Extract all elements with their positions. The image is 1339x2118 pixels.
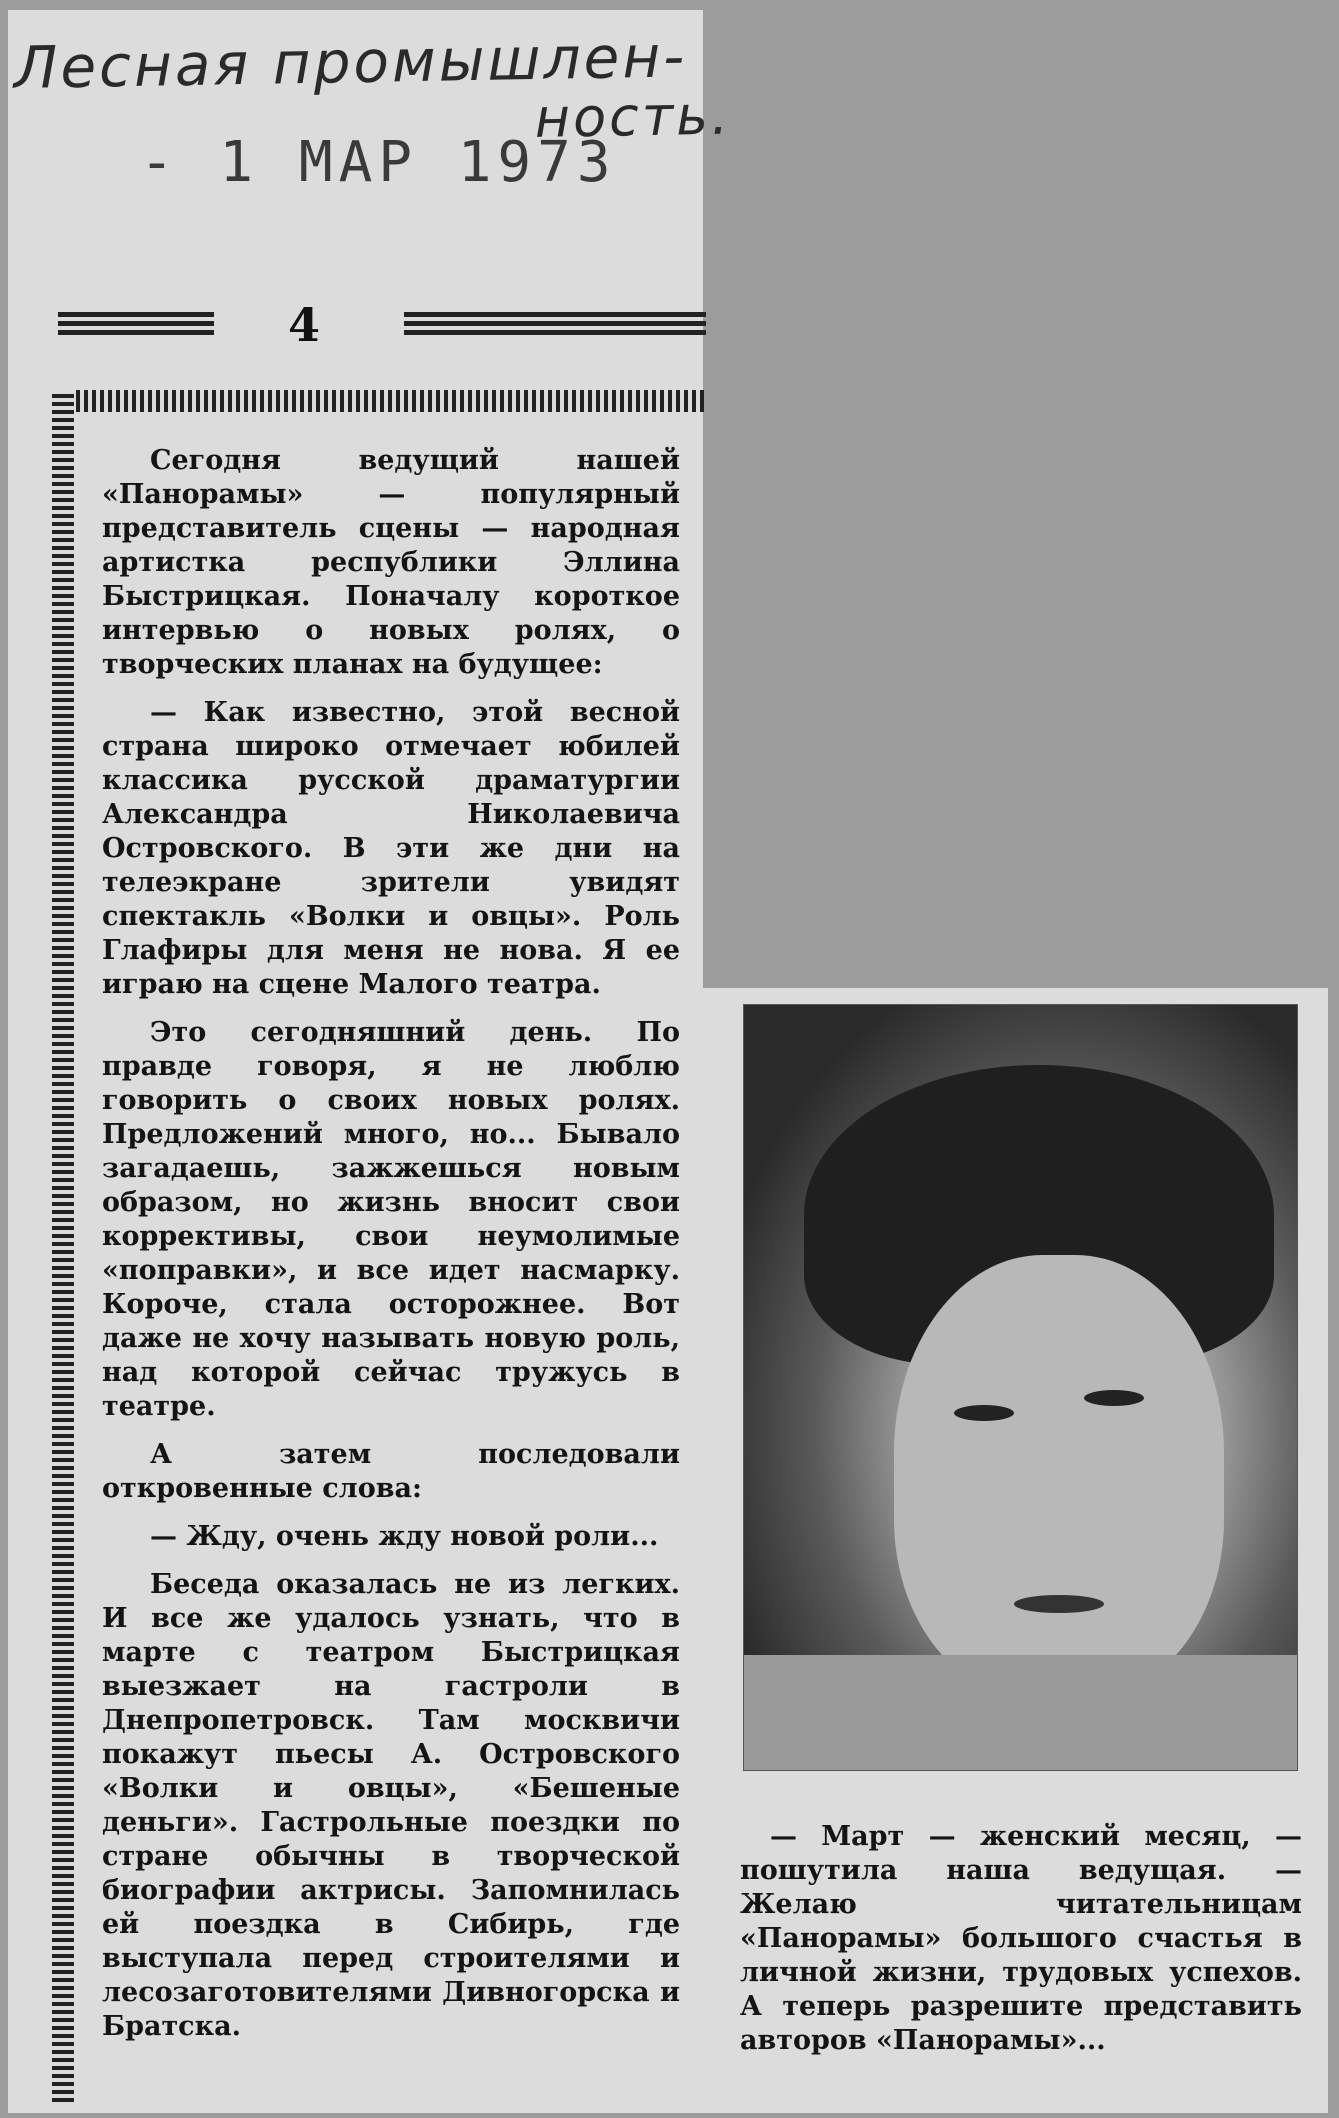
photo-lips-shape: [1014, 1595, 1104, 1613]
handwritten-line-1: Лесная промышлен-: [13, 22, 688, 103]
article-paragraph: А затем последовали откровенные слова:: [102, 1439, 680, 1504]
article-paragraph: — Жду, очень жду новой роли...: [150, 1521, 659, 1552]
photo-eye-shape: [1084, 1390, 1144, 1406]
portrait-photo: [743, 1004, 1298, 1771]
article-paragraph: Это сегодняшний день. По правде говоря, я не люблю говорить о своих новых ролях. Предложений много, но... Бывало загадаешь, зажжешься новым образом, но жизнь вносит свои коррективы, свои неумолимые «поправки», и все идет насмарку. Короче, стала осторожнее. Вот даже не хочу называть новую роль, над которой сейчас тружусь в театре.: [102, 1017, 680, 1422]
photo-face-shape: [894, 1255, 1224, 1695]
handwritten-source-note: [13, 22, 732, 150]
article-paragraph: — Как известно, этой весной страна широко отмечает юбилей классика русской драматургии Александра Николаевича Островского. В эти же дни на телеэкране зрители увидят спектакль «Волки и овцы». Роль Глафиры для меня не нова. Я ее играю на сцене Малого театра.: [102, 697, 680, 1000]
article-body: [102, 444, 680, 2058]
hatched-border-top: [52, 390, 704, 412]
hatched-border-left: [52, 390, 74, 2102]
handwritten-line-2: ность.: [534, 83, 732, 150]
photo-eye-shape: [954, 1405, 1014, 1421]
photo-collar-shape: [744, 1655, 1297, 1771]
article-paragraph: Сегодня ведущий нашей «Панорамы» — популярный представитель сцены — народная артистка республики Эллина Быстрицкая. Поначалу короткое интервью о новых ролях, о творческих планах на будущее:: [102, 445, 680, 680]
decorative-rule-left: [58, 312, 214, 338]
photo-caption: [740, 1820, 1302, 2058]
page-number: 4: [288, 298, 321, 352]
caption-text: — Март — женский месяц, — пошутила наша ведущая. — Желаю читательницам «Панорамы» большого счастья в личной жизни, трудовых успехов. А теперь разрешите представить авторов «Панорамы»...: [740, 1821, 1302, 2056]
article-paragraph: Беседа оказалась не из легких. И все же удалось узнать, что в марте с театром Быстрицкая выезжает на гастроли в Днепропетровск. Там москвичи покажут пьесы А. Островского «Волки и овцы», «Бешеные деньги». Гастрольные поездки по стране обычны в творческой биографии актрисы. Запомнилась ей поездка в Сибирь, где выступала перед строителями и лесозаготовителями Дивногорска и Братска.: [102, 1569, 680, 2042]
date-stamp: - 1 МАР 1973: [140, 130, 617, 195]
decorative-rule-right: [404, 312, 706, 338]
